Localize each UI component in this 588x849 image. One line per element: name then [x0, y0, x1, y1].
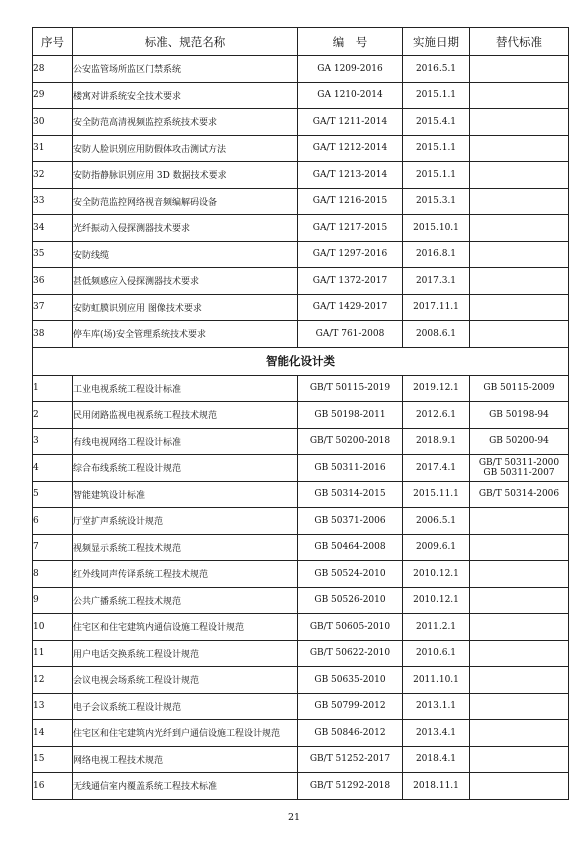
effective-date: 2015.1.1	[403, 162, 470, 189]
table-row	[33, 455, 569, 482]
table-row	[33, 561, 569, 588]
table-row	[33, 667, 569, 694]
standard-code: GB 50799-2012	[298, 693, 403, 720]
standard-code: GA 1209-2016	[298, 56, 403, 83]
table-row	[33, 693, 569, 720]
row-number: 3	[33, 428, 73, 455]
standard-name: 甚低频感应入侵探测器技术要求	[73, 268, 298, 295]
standard-name: 安全防范监控网络视音频编解码设备	[73, 188, 298, 215]
table-row	[33, 534, 569, 561]
table-row	[33, 375, 569, 402]
row-number: 33	[33, 188, 73, 215]
replaced-standard	[470, 720, 569, 747]
standard-name: 无线通信室内覆盖系统工程技术标准	[73, 773, 298, 800]
effective-date: 2009.6.1	[403, 534, 470, 561]
replaced-standard	[470, 693, 569, 720]
replaced-standard	[470, 746, 569, 773]
table-row	[33, 188, 569, 215]
standard-name: 会议电视会场系统工程设计规范	[73, 667, 298, 694]
table-row	[33, 773, 569, 800]
standard-code: GB 50311-2016	[298, 455, 403, 482]
standard-code: GA/T 1372-2017	[298, 268, 403, 295]
row-number: 16	[33, 773, 73, 800]
row-number: 37	[33, 294, 73, 321]
table-row	[33, 614, 569, 641]
row-number: 11	[33, 640, 73, 667]
section-title: 智能化设计类	[33, 347, 569, 375]
header-no: 序号	[33, 28, 73, 56]
standard-code: GB 50464-2008	[298, 534, 403, 561]
standard-name: 有线电视网络工程设计标准	[73, 428, 298, 455]
replaced-standard	[470, 188, 569, 215]
row-number: 5	[33, 481, 73, 508]
effective-date: 2016.5.1	[403, 56, 470, 83]
table-row	[33, 720, 569, 747]
standard-code: GA/T 1217-2015	[298, 215, 403, 242]
table-row	[33, 508, 569, 535]
standard-name: 停车库(场)安全管理系统技术要求	[73, 321, 298, 348]
replaced-standard: GB/T 50314-2006	[470, 481, 569, 508]
standard-code: GB/T 50200-2018	[298, 428, 403, 455]
effective-date: 2008.6.1	[403, 321, 470, 348]
effective-date: 2017.4.1	[403, 455, 470, 482]
table-row	[33, 82, 569, 109]
replaced-standard	[470, 215, 569, 242]
standards-table	[32, 27, 569, 800]
standard-code: GB 50314-2015	[298, 481, 403, 508]
standard-name: 厅堂扩声系统设计规范	[73, 508, 298, 535]
row-number: 10	[33, 614, 73, 641]
replaced-standard	[470, 561, 569, 588]
replaced-standard-line: GB/T 50311-2000	[478, 457, 560, 468]
effective-date: 2012.6.1	[403, 402, 470, 429]
replaced-standard	[470, 321, 569, 348]
header-code: 编 号	[298, 28, 403, 56]
table-row	[33, 321, 569, 348]
table-row	[33, 109, 569, 136]
replaced-standard	[470, 773, 569, 800]
standard-name: 公安监管场所监区门禁系统	[73, 56, 298, 83]
table-row	[33, 587, 569, 614]
effective-date: 2015.3.1	[403, 188, 470, 215]
standard-code: GB 50198-2011	[298, 402, 403, 429]
standard-code: GB/T 50622-2010	[298, 640, 403, 667]
row-number: 13	[33, 693, 73, 720]
standard-code: GB/T 51292-2018	[298, 773, 403, 800]
row-number: 38	[33, 321, 73, 348]
effective-date: 2010.12.1	[403, 561, 470, 588]
standard-code: GA 1210-2014	[298, 82, 403, 109]
standard-name: 民用闭路监视电视系统工程技术规范	[73, 402, 298, 429]
row-number: 9	[33, 587, 73, 614]
replaced-standard	[470, 294, 569, 321]
effective-date: 2015.1.1	[403, 135, 470, 162]
standard-code: GA/T 1211-2014	[298, 109, 403, 136]
replaced-standard	[470, 109, 569, 136]
standard-name: 智能建筑设计标准	[73, 481, 298, 508]
replaced-standard	[470, 614, 569, 641]
table-row	[33, 481, 569, 508]
replaced-standard	[470, 56, 569, 83]
replaced-standard: GB 50200-94	[470, 428, 569, 455]
table-row	[33, 56, 569, 83]
replaced-standard	[470, 135, 569, 162]
standard-code: GA/T 1213-2014	[298, 162, 403, 189]
effective-date: 2006.5.1	[403, 508, 470, 535]
row-number: 8	[33, 561, 73, 588]
standard-code: GB 50526-2010	[298, 587, 403, 614]
design-rows	[33, 375, 569, 799]
standard-code: GB 50524-2010	[298, 561, 403, 588]
effective-date: 2010.6.1	[403, 640, 470, 667]
standard-code: GB/T 50115-2019	[298, 375, 403, 402]
standard-name: 工业电视系统工程设计标准	[73, 375, 298, 402]
replaced-standard-line: GB 50311-2007	[483, 467, 555, 478]
replaced-standard	[470, 508, 569, 535]
effective-date: 2018.11.1	[403, 773, 470, 800]
effective-date: 2013.4.1	[403, 720, 470, 747]
standard-code: GA/T 1216-2015	[298, 188, 403, 215]
row-number: 6	[33, 508, 73, 535]
replaced-standard	[470, 667, 569, 694]
standard-name: 综合布线系统工程设计规范	[73, 455, 298, 482]
row-number: 28	[33, 56, 73, 83]
standard-name: 楼寓对讲系统安全技术要求	[73, 82, 298, 109]
row-number: 7	[33, 534, 73, 561]
row-number: 34	[33, 215, 73, 242]
header-replace: 替代标准	[470, 28, 569, 56]
standard-code: GB/T 51252-2017	[298, 746, 403, 773]
replaced-standard	[470, 455, 569, 482]
row-number: 2	[33, 402, 73, 429]
row-number: 14	[33, 720, 73, 747]
table-row	[33, 215, 569, 242]
standard-name: 安防指静脉识别应用 3D 数据技术要求	[73, 162, 298, 189]
standard-code: GB 50846-2012	[298, 720, 403, 747]
effective-date: 2013.1.1	[403, 693, 470, 720]
header-date: 实施日期	[403, 28, 470, 56]
replaced-standard	[470, 241, 569, 268]
row-number: 15	[33, 746, 73, 773]
effective-date: 2018.9.1	[403, 428, 470, 455]
row-number: 35	[33, 241, 73, 268]
row-number: 4	[33, 455, 73, 482]
page-number: 21	[287, 812, 301, 823]
standard-name: 光纤振动入侵探测器技术要求	[73, 215, 298, 242]
replaced-standard	[470, 587, 569, 614]
standard-name: 安防虹膜识别应用 图像技术要求	[73, 294, 298, 321]
header-row	[33, 28, 569, 56]
row-number: 12	[33, 667, 73, 694]
replaced-standard	[470, 534, 569, 561]
standard-name: 安防线缆	[73, 241, 298, 268]
standard-code: GB/T 50605-2010	[298, 614, 403, 641]
table-row	[33, 162, 569, 189]
security-rows	[33, 56, 569, 348]
standard-name: 安全防范高清视频监控系统技术要求	[73, 109, 298, 136]
standard-code: GA/T 761-2008	[298, 321, 403, 348]
standard-name: 安防人脸识别应用防假体攻击测试方法	[73, 135, 298, 162]
replaced-standard	[470, 268, 569, 295]
standard-name: 红外线同声传译系统工程技术规范	[73, 561, 298, 588]
row-number: 36	[33, 268, 73, 295]
header-name: 标准、规范名称	[73, 28, 298, 56]
effective-date: 2011.10.1	[403, 667, 470, 694]
replaced-standard: GB 50198-94	[470, 402, 569, 429]
effective-date: 2015.11.1	[403, 481, 470, 508]
effective-date: 2015.1.1	[403, 82, 470, 109]
replaced-standard	[470, 82, 569, 109]
effective-date: 2017.3.1	[403, 268, 470, 295]
table-row	[33, 294, 569, 321]
table-row	[33, 640, 569, 667]
effective-date: 2011.2.1	[403, 614, 470, 641]
effective-date: 2015.10.1	[403, 215, 470, 242]
standard-code: GB 50371-2006	[298, 508, 403, 535]
table-row	[33, 268, 569, 295]
row-number: 29	[33, 82, 73, 109]
standard-code: GB 50635-2010	[298, 667, 403, 694]
standard-name: 住宅区和住宅建筑内通信设施工程设计规范	[73, 614, 298, 641]
table-row	[33, 135, 569, 162]
section-row	[33, 347, 569, 375]
standard-name: 网络电视工程技术规范	[73, 746, 298, 773]
effective-date: 2019.12.1	[403, 375, 470, 402]
standard-name: 电子会议系统工程设计规范	[73, 693, 298, 720]
standard-code: GA/T 1212-2014	[298, 135, 403, 162]
replaced-standard: GB 50115-2009	[470, 375, 569, 402]
replaced-standard	[470, 162, 569, 189]
table-row	[33, 746, 569, 773]
standard-name: 用户电话交换系统工程设计规范	[73, 640, 298, 667]
row-number: 30	[33, 109, 73, 136]
standard-name: 公共广播系统工程技术规范	[73, 587, 298, 614]
effective-date: 2017.11.1	[403, 294, 470, 321]
effective-date: 2016.8.1	[403, 241, 470, 268]
effective-date: 2018.4.1	[403, 746, 470, 773]
row-number: 31	[33, 135, 73, 162]
effective-date: 2010.12.1	[403, 587, 470, 614]
table-row	[33, 402, 569, 429]
table-row	[33, 241, 569, 268]
standard-name: 视频显示系统工程技术规范	[73, 534, 298, 561]
row-number: 32	[33, 162, 73, 189]
replaced-standard	[470, 640, 569, 667]
standard-code: GA/T 1297-2016	[298, 241, 403, 268]
row-number: 1	[33, 375, 73, 402]
standard-code: GA/T 1429-2017	[298, 294, 403, 321]
effective-date: 2015.4.1	[403, 109, 470, 136]
standard-name: 住宅区和住宅建筑内光纤到户通信设施工程设计规范	[73, 720, 298, 747]
table-row	[33, 428, 569, 455]
